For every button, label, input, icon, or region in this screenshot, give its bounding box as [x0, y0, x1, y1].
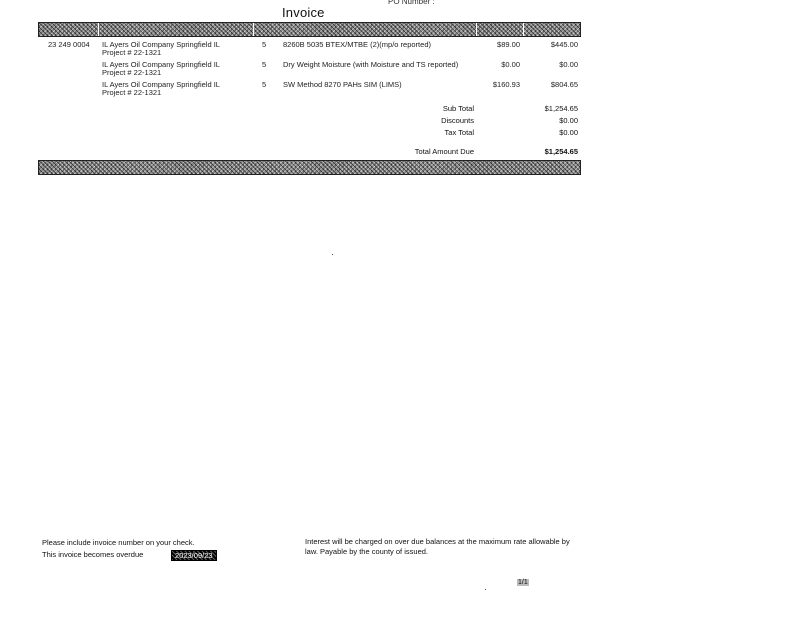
- tax-label: Tax Total: [444, 128, 474, 137]
- total-due-value: $1,254.65: [544, 147, 578, 156]
- item-client: IL Ayers Oil Company Springfield IL: [102, 60, 220, 69]
- item-amount: $445.00: [550, 40, 578, 49]
- scan-speck: [332, 254, 333, 255]
- tax-value: $0.00: [559, 128, 578, 137]
- subtotal-value: $1,254.65: [544, 104, 578, 113]
- item-qty: 5: [262, 80, 267, 89]
- table-header-bar: [38, 22, 581, 37]
- due-date-badge: 2023/09/23: [171, 550, 217, 561]
- item-qty: 5: [262, 40, 267, 49]
- page-number: 1/1: [518, 579, 528, 586]
- header-divider: [252, 23, 254, 36]
- item-description: 8260B 5035 BTEX/MTBE (2)(mp/o reported): [283, 40, 431, 49]
- overdue-label: This invoice becomes overdue: [42, 550, 144, 559]
- po-number-label: PO Number :: [388, 0, 435, 6]
- item-project: Project # 22-1321: [102, 88, 162, 97]
- item-description: Dry Weight Moisture (with Moisture and TS reported): [283, 60, 459, 69]
- header-divider: [522, 23, 524, 36]
- item-unit-price: $89.00: [497, 40, 520, 49]
- item-qty: 5: [262, 60, 267, 69]
- interest-note: Interest will be charged on over due balances at the maximum rate allowable by law. Payable by the county of issued.: [305, 537, 570, 556]
- item-description: SW Method 8270 PAHs SIM (LIMS): [283, 80, 402, 89]
- table-footer-bar: [38, 160, 581, 175]
- item-unit-price: $0.00: [501, 60, 520, 69]
- item-project: Project # 22-1321: [102, 48, 162, 57]
- header-divider: [475, 23, 477, 36]
- discounts-label: Discounts: [441, 116, 474, 125]
- check-note: Please include invoice number on your check.: [42, 538, 195, 547]
- item-amount: $804.65: [550, 80, 578, 89]
- total-due-label: Total Amount Due: [414, 147, 474, 156]
- item-amount: $0.00: [559, 60, 578, 69]
- item-unit-price: $160.93: [492, 80, 520, 89]
- subtotal-label: Sub Total: [442, 104, 474, 113]
- item-id: 23 249 0004: [48, 40, 90, 49]
- scan-speck: [485, 589, 486, 590]
- discounts-value: $0.00: [559, 116, 578, 125]
- item-client: IL Ayers Oil Company Springfield IL: [102, 80, 220, 89]
- invoice-title: Invoice: [282, 5, 325, 20]
- item-client: IL Ayers Oil Company Springfield IL: [102, 40, 220, 49]
- header-divider: [97, 23, 99, 36]
- item-project: Project # 22-1321: [102, 68, 162, 77]
